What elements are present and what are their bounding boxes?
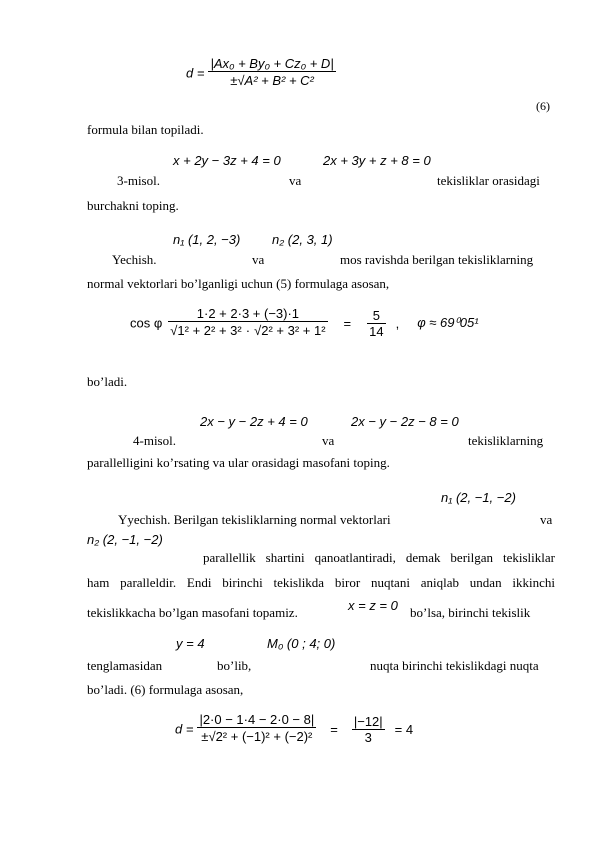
distance-formula-eq: = [330,721,338,737]
cos-formula-fraction: $\frac{1\cdot 2 + 2\cdot 3 + (-3)\cdot 1}{\text{√1² + 2² + 3² · √2² + 3² + 1²}}$ [170,306,326,338]
solution4-line5c: nuqta birinchi tekislikdagi nuqta [370,658,539,673]
solution3-n1: n₁ (1, 2, −3) [173,232,241,247]
solution3-line2: normal vektorlari bo’lganligi uchun (5) formulaga asosan, [87,276,390,291]
solution4-line3: ham parallеldir. Endi birinchi tekislikda biror nuqtani aniqlab undan ikkinchi [87,575,555,590]
paragraph-formula-bilan: formula bilan topiladi. [87,122,204,137]
example4-line2: parallelligini ko’rsating va ular orasidagi masofani toping. [87,455,390,470]
solution4-va: va [540,512,553,527]
cos-formula-den-b: 2² + 3² + 1² [261,323,326,338]
solution4-lead: Yyechish. Berilgan tekisliklarning normal vektorlari [118,512,391,527]
cos-formula-lhs: cos φ [130,315,163,331]
solution4-line2: parallellik shartini qanoatlantiradi, demak berilgan tekisliklar [203,550,555,565]
cos-formula-den-a: 1² + 2² + 3² [177,323,242,338]
example4-plane2: 2x − y − 2z − 8 = 0 [351,414,459,429]
paragraph-boladi: bo’ladi. [87,374,128,389]
distance-formula-result-num: |−12| [353,713,383,729]
cos-formula-result-num: 5 [367,308,385,324]
cos-formula-comma: , [395,315,400,331]
distance-formula-result-den: 3 [364,729,372,745]
solution3-va: va [252,252,265,267]
solution4-line5b: bo’lib, [217,658,252,673]
solution3-n2: n₂ (2, 3, 1) [272,232,333,247]
distance-formula-fraction: $\frac{|2\cdot 0 - 1\cdot 4 - 2\cdot 0 - 8|}{\text{±√2² + (−1)² + (−2)²}}$ [199,712,315,744]
cos-formula-phi: φ ≈ 69⁰05¹ [417,315,479,330]
formula-6-fraction: $\frac{\text{|Ax₀ + By₀ + Cz₀ + D|}}{\text{±√A² + B² + C²}}$ [210,56,334,88]
equation-number-6: (6) [536,99,550,113]
solution4-n1: n₁ (2, −1, −2) [441,490,516,505]
formula-6 [186,56,336,90]
cos-formula [130,306,479,340]
example3-line2: burchakni toping. [87,198,179,213]
example3-plane2: 2x + 3y + z + 8 = 0 [323,153,431,168]
formula-6-numerator: |Ax₀ + By₀ + Cz₀ + D| [210,56,334,71]
formula-6-pm: ± [230,73,238,88]
distance-formula-result [352,714,385,745]
distance-formula-den: 2² + (−1)² + (−2)² [215,729,313,744]
solution4-M0: M₀ (0 ; 4; 0) [267,636,336,651]
example4-va: va [322,433,335,448]
solution4-n2: n₂ (2, −1, −2) [87,532,163,547]
solution3-yechish: Yechish. [112,252,157,267]
cos-formula-result [367,308,385,339]
solution4-line5a: tenglamasidan [87,658,163,673]
cos-formula-eq: = [343,315,352,331]
example3-tail: tekisliklar orasidagi [437,173,540,188]
example4-plane1: 2x − y − 2z + 4 = 0 [200,414,308,429]
example4-tail: tekisliklarning [468,433,544,448]
solution3-tail: mos ravishda berilgan tekisliklarning [340,252,534,267]
solution4-line4b: bo’lsa, birinchi tekislik [410,605,531,620]
cos-formula-numerator: 1·2 + 2·3 + (−3)·1 [168,306,327,322]
distance-formula-numerator: |2·0 − 1·4 − 2·0 − 8| [199,712,315,727]
cos-formula-dot: · [245,323,251,338]
formula-6-denominator: A² + B² + C² [244,73,314,88]
example3-label: 3-misol. [117,173,160,188]
solution4-y4: y = 4 [176,636,205,651]
cos-formula-result-den: 14 [369,323,384,339]
solution4-xz: x = z = 0 [348,598,398,613]
example3-plane1: x + 2y − 3z + 4 = 0 [173,153,281,168]
formula-6-lhs: d = [186,65,205,81]
example3-va: va [289,173,302,188]
distance-formula [175,712,413,746]
solution4-line4a: tekislikkacha bo’lgan masofani topamiz. [87,605,298,620]
distance-formula-value: = 4 [394,721,414,737]
distance-formula-pm: ± [201,729,209,744]
example4-label: 4-misol. [133,433,176,448]
distance-formula-lhs: d = [175,721,194,737]
solution4-line6: bo’ladi. (6) formulaga asosan, [87,682,244,697]
